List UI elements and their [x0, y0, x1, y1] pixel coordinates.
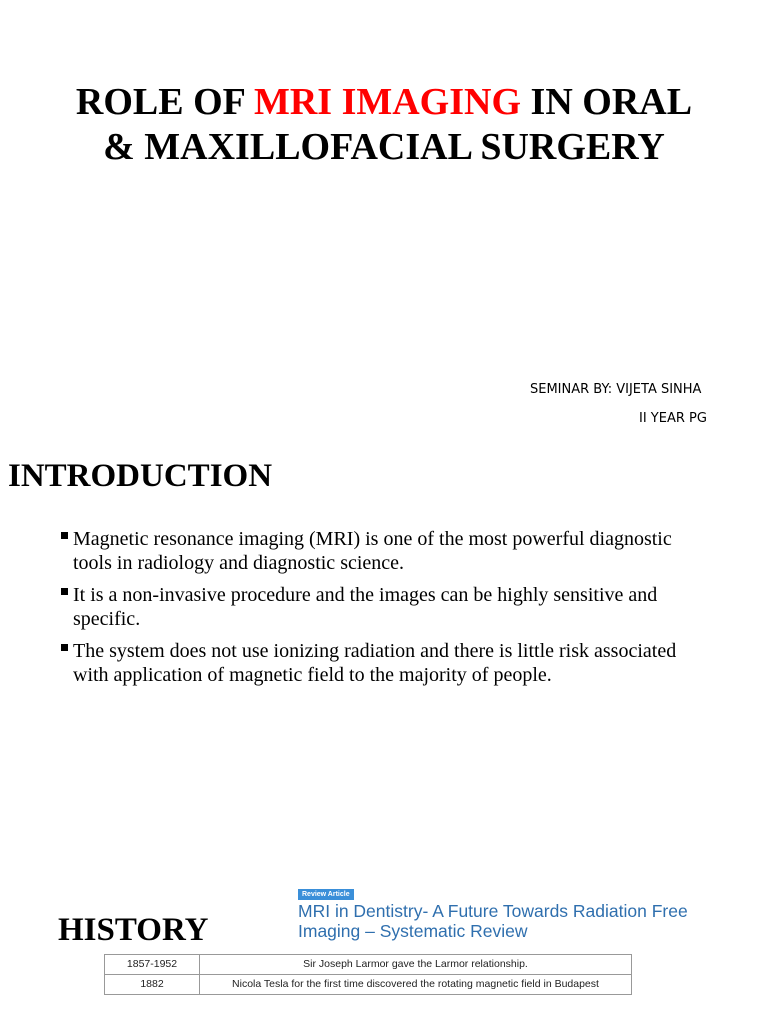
table-row: [105, 975, 632, 995]
history-heading: HISTORY: [58, 912, 209, 948]
slide-title: [60, 80, 708, 170]
timeline-year: 1857-1952: [105, 955, 200, 975]
introduction-heading: INTRODUCTION: [8, 458, 273, 494]
history-slide: [0, 840, 768, 1024]
title-slide: [0, 0, 768, 440]
bullet-text: Magnetic resonance imaging (MRI) is one of the most powerful diagnostic tools in radiology and diagnostic science.: [73, 528, 672, 574]
title-text-start: ROLE OF: [75, 81, 245, 123]
bullet-item: [60, 639, 710, 687]
timeline-year: 1882: [105, 975, 200, 995]
square-bullet-icon: [61, 532, 68, 539]
timeline-event: Sir Joseph Larmor gave the Larmor relationship.: [200, 955, 632, 975]
introduction-bullet-list: [60, 527, 710, 695]
article-title: MRI in Dentistry- A Future Towards Radiation Free Imaging – Systematic Review: [298, 901, 688, 941]
year-label: II YEAR PG: [639, 411, 707, 426]
article-clipping: [293, 884, 693, 964]
history-timeline-table: [104, 954, 632, 995]
title-text-end: IN ORAL & MAXILLOFACIAL SURGERY: [103, 81, 693, 168]
review-article-badge: Review Article: [298, 889, 354, 900]
timeline-event: Nicola Tesla for the first time discovered the rotating magnetic field in Budapest: [200, 975, 632, 995]
bullet-text: The system does not use ionizing radiation and there is little risk associated with application of magnetic field to the majority of people.: [73, 640, 677, 686]
bullet-item: [60, 583, 710, 631]
introduction-slide: [0, 440, 768, 840]
title-highlight: MRI IMAGING: [253, 81, 522, 123]
square-bullet-icon: [61, 644, 68, 651]
bullet-text: It is a non-invasive procedure and the images can be highly sensitive and specific.: [73, 584, 658, 630]
table-row: [105, 955, 632, 975]
seminar-by-label: SEMINAR BY: VIJETA SINHA: [530, 382, 702, 397]
square-bullet-icon: [61, 588, 68, 595]
bullet-item: [60, 527, 710, 575]
